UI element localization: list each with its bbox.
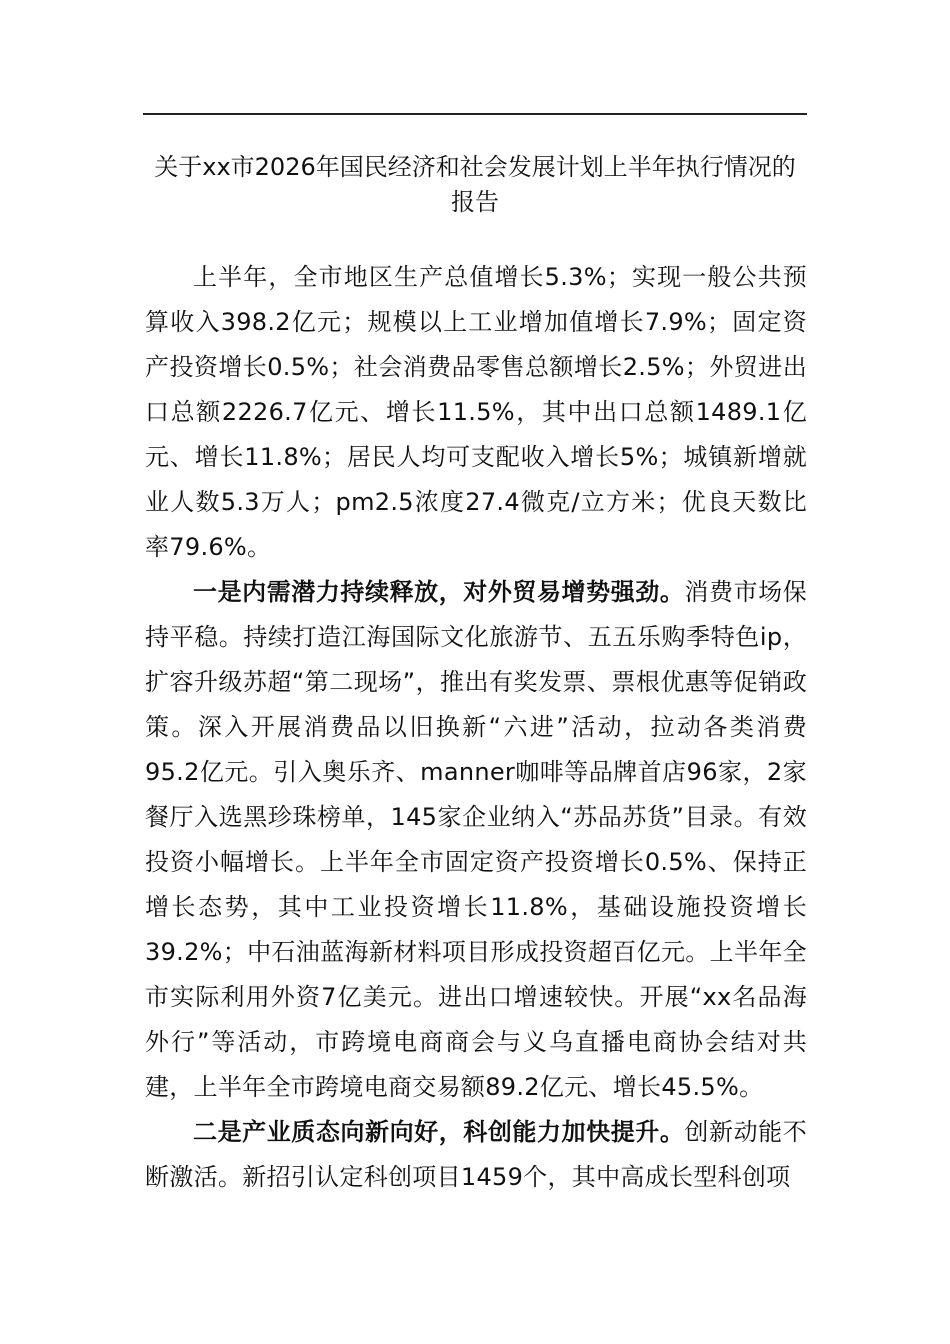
title-line-1: 关于xx市2026年国民经济和社会发展计划上半年执行情况的 — [154, 153, 796, 181]
paragraph-text: 消费市场保持平稳。持续打造江海国际文化旅游节、五五乐购季特色ip，扩容升级苏超“第二现场”，推出有奖发票、票根优惠等促销政策。深入开展消费品以旧换新“六进”活动，拉动各类消费95.2亿元。引入奥乐齐、manner咖啡等品牌首店96家，2家餐厅入选黑珍珠榜单，145家企业纳入“苏品苏货”目录。有效投资小幅增长。上半年全市固定资产投资增长0.5%、保持正增长态势，其中工业投资增长11.8%，基础设施投资增长39.2%；中石油蓝海新材料项目形成投资超百亿元。上半年全市实际利用外资7亿美元。进出口增速较快。开展“xx名品海外行”等活动，市跨境电商商会与义乌直播电商协会结对共建，上半年全市跨境电商交易额89.2亿元、增长45.5%。 — [145, 578, 808, 1101]
paragraph-heading: 二是产业质态向新向好，科创能力加快提升。 — [193, 1118, 685, 1146]
paragraph-industry — [145, 1110, 807, 1200]
paragraph-domestic-demand — [145, 570, 807, 1110]
paragraph-text: 创新动能不断激活。新招引认定科创项目1459个，其中高成长型科创项 — [145, 1118, 808, 1191]
paragraph-heading: 一是内需潜力持续释放，对外贸易增势强劲。 — [193, 578, 685, 606]
paragraph-summary-text: 上半年，全市地区生产总值增长5.3%；实现一般公共预算收入398.2亿元；规模以上工业增加值增长7.9%；固定资产投资增长0.5%；社会消费品零售总额增长2.5%；外贸进出口总额2226.7亿元、增长11.5%，其中出口总额1489.1亿元、增长11.8%；居民人均可支配收入增长5%；城镇新增就业人数5.3万人；pm2.5浓度27.4微克/立方米；优良天数比率79.6%。 — [145, 263, 807, 561]
document-title — [120, 150, 830, 220]
document-body — [145, 255, 807, 1200]
title-line-2: 报告 — [451, 188, 499, 216]
paragraph-summary — [145, 255, 807, 570]
header-rule — [143, 113, 807, 115]
